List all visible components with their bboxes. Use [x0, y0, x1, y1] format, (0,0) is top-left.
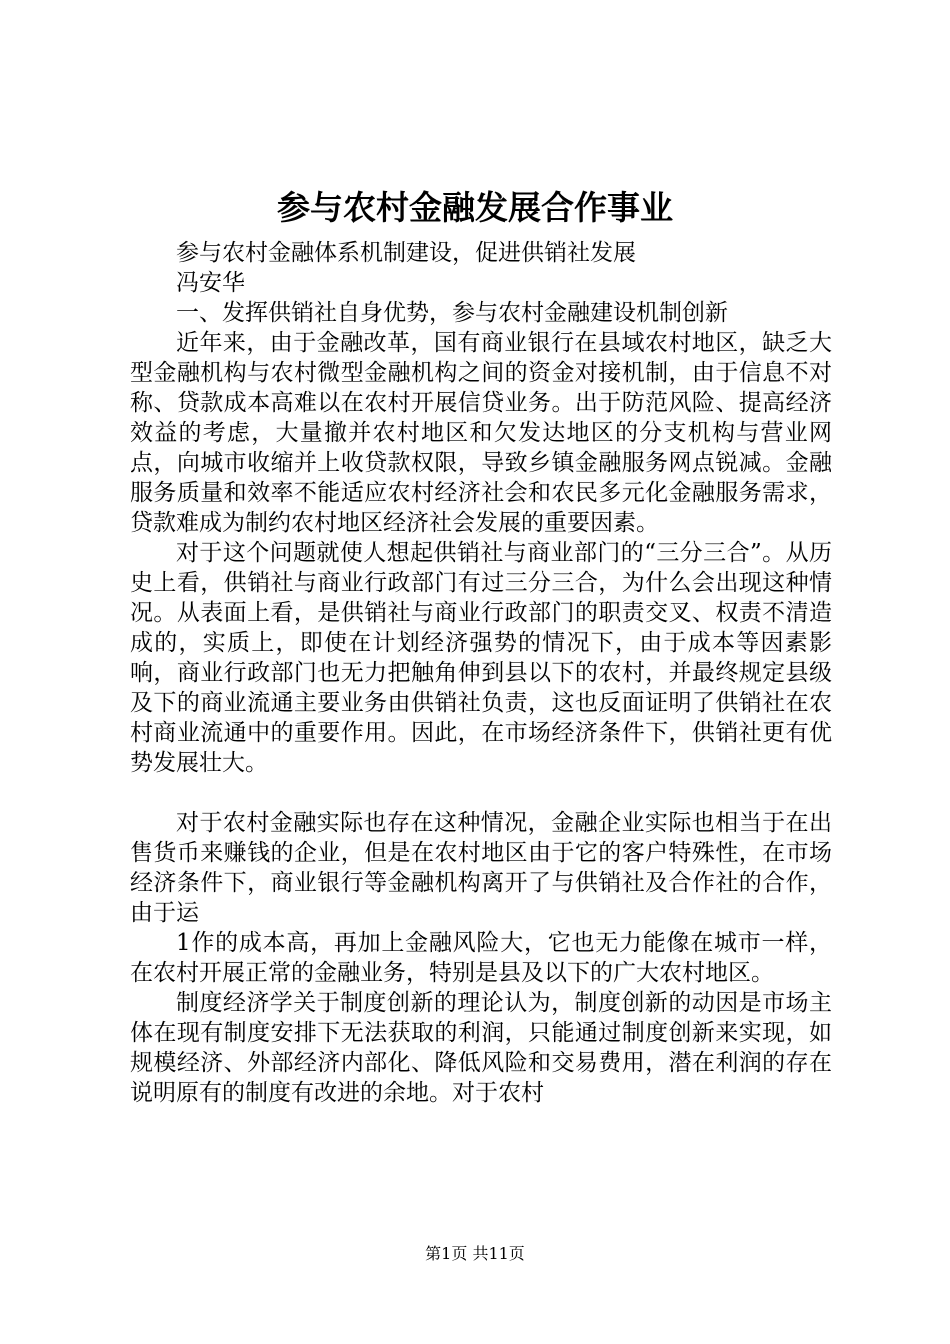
body-paragraph: 近年来，由于金融改革，国有商业银行在县域农村地区，缺乏大型金融机构与农村微型金融机构之间的资金对接机制，由于信息不对称、贷款成本高难以在农村开展信贷业务。出于防范风险、提高经济效益的考虑，大量撤并农村地区和欠发达地区的分支机构与营业网点，向城市收缩并上收贷款权限，导致乡镇金融服务网点锐减。金融服务质量和效率不能适应农村经济社会和农民多元化金融服务需求，贷款难成为制约农村地区经济社会发展的重要因素。	[130, 330, 832, 536]
document-title: 参与农村金融发展合作事业	[277, 188, 673, 227]
author-paragraph: 冯安华	[176, 270, 245, 296]
subtitle-paragraph: 参与农村金融体系机制建设，促进供销社发展	[176, 240, 636, 266]
body-paragraph: 对于这个问题就使人想起供销社与商业部门的“三分三合”。从历史上看，供销社与商业行政部门有过三分三合，为什么会出现这种情况。从表面上看，是供销社与商业行政部门的职责交叉、权责不清造成的，实质上，即使在计划经济强势的情况下，由于成本等因素影响，商业行政部门也无力把触角伸到县以下的农村，并最终规定县级及下的商业流通主要业务由供销社负责，这也反面证明了供销社在农村商业流通中的重要作用。因此，在市场经济条件下，供销社更有优势发展壮大。	[130, 540, 832, 776]
paragraph-spacer	[130, 778, 832, 808]
page-number-footer: 第1页 共11页	[425, 1244, 525, 1263]
document-body	[130, 238, 832, 1108]
section-heading: 一、发挥供销社自身优势，参与农村金融建设机制创新	[176, 300, 728, 326]
body-paragraph: 1作的成本高，再加上金融风险大，它也无力能像在城市一样，在农村开展正常的金融业务，特别是县及以下的广大农村地区。	[130, 930, 832, 986]
body-paragraph: 对于农村金融实际也存在这种情况，金融企业实际也相当于在出售货币来赚钱的企业，但是在农村地区由于它的客户特殊性，在市场经济条件下，商业银行等金融机构离开了与供销社及合作社的合作，由于运	[130, 810, 832, 926]
body-paragraph: 制度经济学关于制度创新的理论认为，制度创新的动因是市场主体在现有制度安排下无法获取的利润，只能通过制度创新来实现，如规模经济、外部经济内部化、降低风险和交易费用，潜在利润的存在说明原有的制度有改进的余地。对于农村	[130, 990, 832, 1106]
